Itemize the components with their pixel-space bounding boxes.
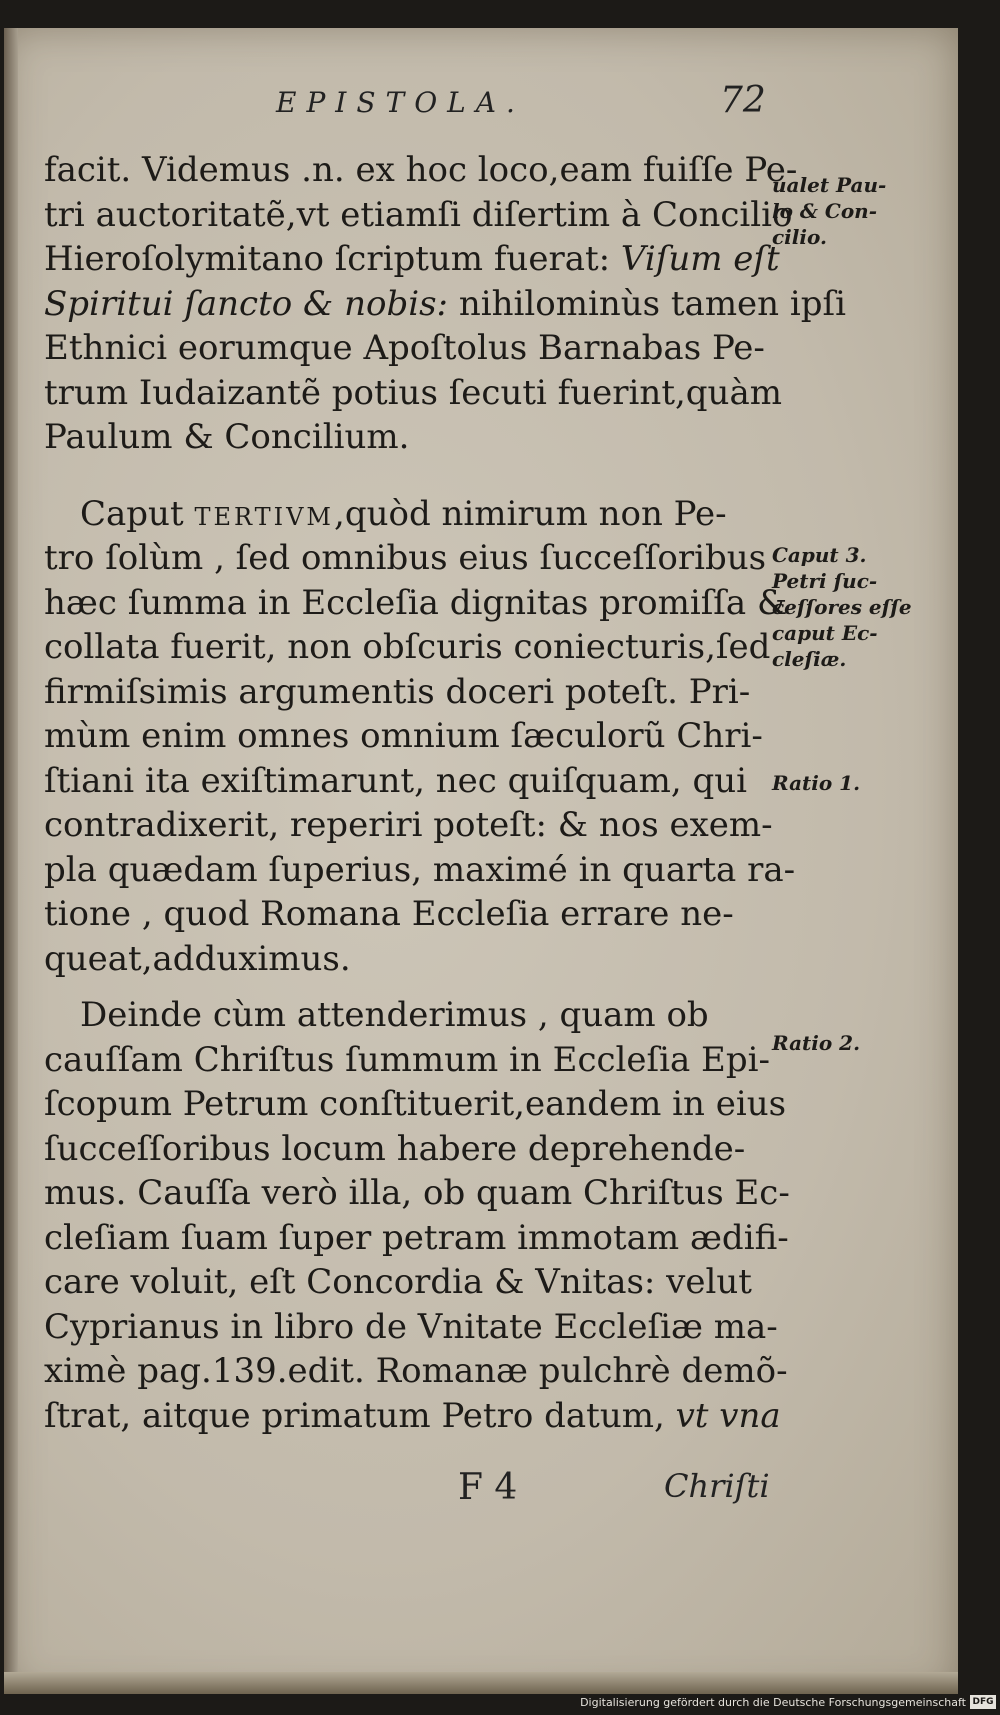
- text-line: [44, 1394, 781, 1439]
- page-gutter: [4, 28, 18, 1694]
- text-line: Ethnici eorumque Apoſtolus Barnabas Pe-: [44, 328, 765, 368]
- text-span: ,quòd nimirum non Pe-: [334, 493, 727, 534]
- margin-note-line: cleſiæ.: [772, 647, 847, 671]
- small-caps: TERTIVM: [194, 502, 335, 531]
- text-span: Hieroſolymitano ſcriptum fuerat:: [44, 239, 611, 279]
- text-span: Caput: [80, 493, 184, 534]
- text-line: contradixerit, reperiri poteſt: & nos exem-: [44, 805, 773, 845]
- text-line: ſucceſſoribus locum habere deprehende-: [44, 1128, 746, 1169]
- text-line: facit. Videmus .n. ex hoc loco,eam fuiſſe Pe-: [44, 150, 798, 190]
- text-line: ximè pag.139.edit. Romanæ pulchrè demõ-: [44, 1351, 788, 1391]
- margin-note-line: ceſſores eſſe: [772, 595, 912, 619]
- text-line: Deinde cùm attenderimus , quam ob: [80, 995, 709, 1035]
- text-line: [44, 237, 780, 282]
- text-line: collata fuerit, non obſcuris coniecturis,ſed: [44, 627, 771, 667]
- text-line: firmiſsimis argumentis doceri poteſt. Pri-: [44, 671, 751, 712]
- digitization-credit: Digitalisierung gefördert durch die Deutsche Forschungsgemeinschaft: [580, 1696, 966, 1709]
- text-line: ſcopum Petrum conſtituerit,eandem in eius: [44, 1084, 787, 1124]
- text-line: tione , quod Romana Eccleſia errare ne-: [44, 894, 734, 934]
- margin-note-line: caput Ec-: [772, 621, 878, 645]
- italic-quote: Spiritui ſancto & nobis:: [44, 283, 449, 324]
- italic-quote: Viſum eſt: [620, 239, 780, 279]
- margin-note-line: ualet Pau-: [772, 173, 887, 197]
- catchword: Chriſti: [664, 1467, 770, 1505]
- dfg-logo: DFG: [970, 1695, 996, 1709]
- margin-note-line: lo & Con-: [772, 199, 878, 223]
- text-line: [44, 282, 846, 327]
- text-line: hæc ſumma in Eccleſia dignitas promiſſa &: [44, 582, 788, 623]
- text-line: Cyprianus in libro de Vnitate Eccleſiæ ma-: [44, 1306, 778, 1347]
- margin-note-concilio: [772, 172, 922, 250]
- margin-note-line: cilio.: [772, 225, 827, 249]
- margin-note-line: Ratio 2.: [772, 1031, 861, 1055]
- running-title: EPISTOLA.: [276, 86, 525, 119]
- italic-quote: vt vna: [675, 1395, 781, 1436]
- text-line: tro ſolùm , ſed omnibus eius ſucceſſoribus: [44, 538, 767, 578]
- signature-mark: F 4: [458, 1467, 518, 1508]
- text-line: trum Iudaizantẽ potius ſecuti fuerint,quàm: [44, 372, 782, 413]
- text-line: mus. Cauſſa verò illa, ob quam Chriſtus Ec-: [44, 1173, 790, 1213]
- text-line: Paulum & Concilium.: [44, 417, 410, 457]
- margin-note-line: Caput 3.: [772, 543, 867, 567]
- text-line: cleſiam ſuam ſuper petram immotam ædifi-: [44, 1217, 789, 1258]
- text-line: cauſſam Chriſtus ſummum in Eccleſia Epi-: [44, 1039, 771, 1080]
- margin-note-ratio-1: [772, 770, 922, 796]
- margin-note-line: Petri ſuc-: [772, 569, 878, 593]
- text-span: nihilominùs tamen ipſi: [458, 283, 846, 324]
- text-line: [44, 492, 760, 537]
- text-line: queat,adduximus.: [44, 938, 351, 979]
- margin-note-caput: [772, 542, 922, 672]
- margin-note-line: Ratio 1.: [772, 771, 861, 795]
- page-edge: [4, 1672, 958, 1694]
- text-line: ſtiani ita exiſtimarunt, nec quiſquam, qui: [44, 760, 748, 801]
- text-line: tri auctoritatẽ,vt etiamſi diſertim à Concilio: [44, 194, 793, 235]
- margin-note-ratio-2: [772, 1030, 922, 1056]
- text-line: mùm enim omnes omnium ſæculorũ Chri-: [44, 716, 763, 756]
- page-number: 72: [720, 80, 766, 121]
- text-span: ſtrat, aitque primatum Petro datum,: [44, 1395, 665, 1436]
- text-line: care voluit, eſt Concordia & Vnitas: velut: [44, 1262, 752, 1302]
- text-line: pla quædam ſuperius, maximé in quarta ra-: [44, 849, 796, 890]
